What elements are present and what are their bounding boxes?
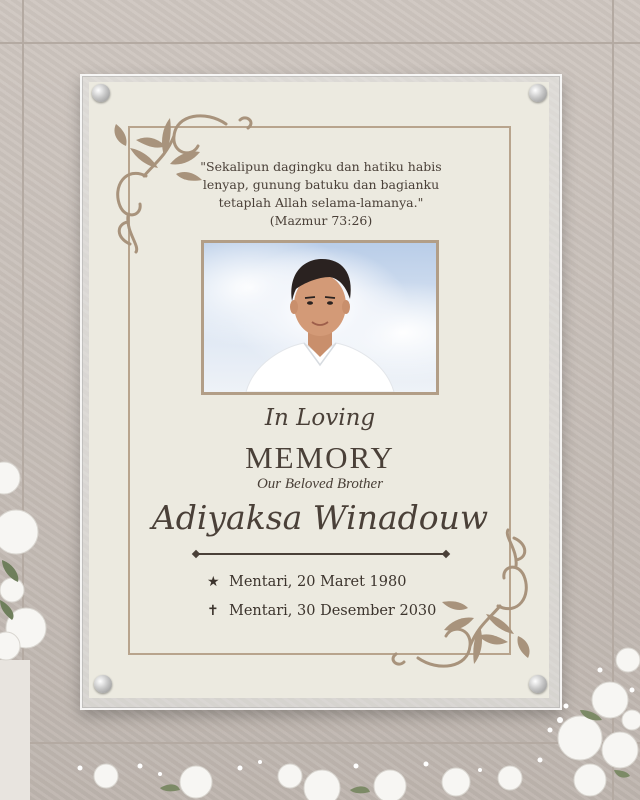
verse-reference: (Mazmur 73:26)	[269, 213, 373, 228]
screw-top-left-icon	[92, 84, 110, 102]
white-roses-left-icon	[0, 450, 60, 800]
birth-date-row	[207, 571, 406, 593]
relation-subtitle: Our Beloved Brother	[256, 476, 384, 492]
star-icon: ★	[207, 574, 220, 590]
death-date-row	[207, 600, 436, 622]
white-roses-bottom-icon	[60, 748, 540, 800]
screw-bottom-left-icon	[94, 675, 112, 693]
verse-line-1: "Sekalipun dagingku dan hatiku habis	[200, 159, 442, 174]
name-divider	[196, 553, 446, 555]
cross-icon: ✝	[207, 603, 219, 619]
bible-verse	[190, 158, 452, 230]
portrait-figure	[204, 243, 436, 392]
birth-date: Mentari, 20 Maret 1980	[229, 574, 407, 590]
screw-top-right-icon	[529, 84, 547, 102]
death-date: Mentari, 30 Desember 2030	[229, 603, 437, 619]
in-loving-script: In Loving	[264, 405, 376, 431]
verse-line-3: tetaplah Allah selama-lamanya."	[218, 195, 424, 210]
portrait-frame	[201, 240, 439, 395]
tile-joint-top	[0, 42, 640, 44]
memory-heading: MEMORY	[245, 440, 395, 475]
verse-line-2: lenyap, gunung batuku dan bagianku	[202, 177, 440, 192]
portrait-photo	[204, 243, 436, 392]
deceased-name: Adiyaksa Winadouw	[151, 498, 489, 537]
